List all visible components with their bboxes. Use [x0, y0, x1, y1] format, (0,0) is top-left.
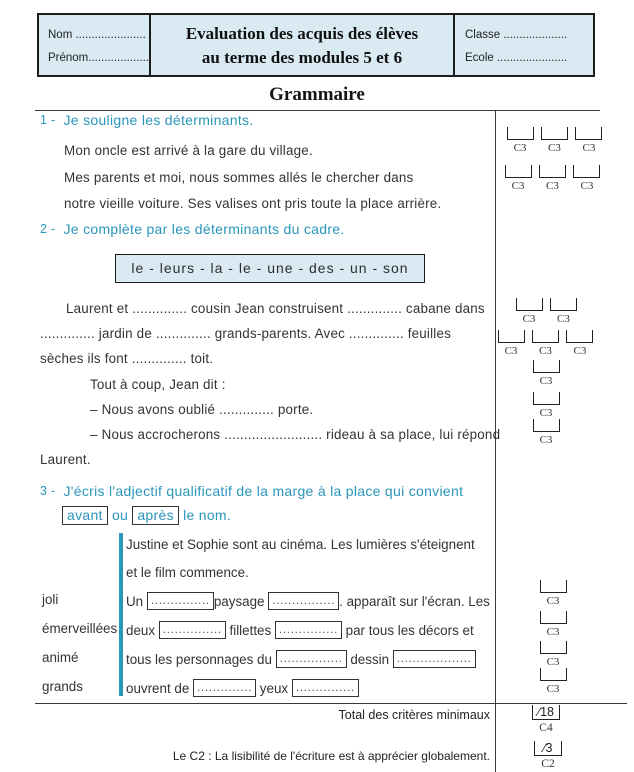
- score-label: C3: [580, 180, 594, 192]
- exercise1-score-row1: [505, 127, 604, 154]
- line3-tail: . apparaît sur l'écran. Les: [339, 594, 490, 609]
- exercise2-heading: [40, 221, 345, 237]
- exercise2-score-row2: [496, 330, 595, 357]
- word-bank-box: le - leurs - la - le - une - des - un - son: [115, 254, 425, 283]
- score-unit: [498, 330, 525, 357]
- exercise1-heading: [40, 112, 254, 128]
- line6-mid: yeux: [256, 681, 292, 696]
- header-title: [151, 15, 453, 75]
- score-label: C3: [546, 656, 560, 668]
- score-label: C3: [539, 375, 553, 387]
- nom-field: Nom ......................: [48, 29, 146, 41]
- score-label: C3: [557, 313, 570, 325]
- score-unit: [540, 611, 567, 638]
- score-unit: [541, 127, 568, 154]
- exercise2-score-row1: [514, 298, 578, 325]
- exercise3-score-1: [538, 580, 568, 607]
- avant-word-box: avant: [62, 506, 108, 525]
- total-score-unit: [528, 703, 564, 734]
- score-label: C3: [546, 180, 559, 192]
- score-unit: [532, 330, 559, 357]
- line5-mid: dessin: [346, 652, 393, 667]
- score-box: [540, 641, 567, 654]
- score-unit: [516, 298, 543, 325]
- score-label: C3: [548, 142, 561, 154]
- blank-field: ...............: [159, 621, 226, 639]
- score-unit: [539, 165, 566, 192]
- header-name-section: [39, 15, 151, 75]
- score-box: [539, 165, 566, 178]
- c2-score-box: ∕3: [534, 741, 562, 756]
- exercise2-line1: Laurent et .............. cousin Jean construisent .............. cabane dans: [66, 301, 485, 316]
- blank-field: ................: [268, 592, 339, 610]
- score-label: C3: [546, 626, 560, 638]
- exercise2-score-single3: [531, 419, 561, 446]
- top-rule: [35, 110, 600, 111]
- score-box: [540, 580, 567, 593]
- classe-field: Classe ....................: [465, 29, 568, 41]
- margin-word-emerveillees: émerveillées: [42, 621, 118, 636]
- score-unit: [573, 165, 600, 192]
- line5-pre: tous les personnages du: [126, 652, 276, 667]
- line3-pre: Un: [126, 594, 147, 609]
- score-box: [540, 668, 567, 681]
- header-title-line1: Evaluation des acquis des élèves: [185, 24, 419, 43]
- passage-accent-bar: [119, 533, 123, 696]
- blank-field: ...............: [147, 592, 214, 610]
- score-unit: [540, 668, 567, 695]
- exercise1-text: [64, 138, 441, 218]
- score-box: [505, 165, 532, 178]
- score-box: [532, 330, 559, 343]
- score-box: [516, 298, 543, 311]
- ecole-field: Ecole ......................: [465, 52, 568, 64]
- apres-word-box: après: [132, 506, 179, 525]
- score-box: [540, 611, 567, 624]
- header-class-section: [453, 15, 593, 75]
- score-unit: [533, 360, 560, 387]
- total-score-box: ∕18: [532, 705, 560, 720]
- exercise2-line6: – Nous accrocherons ......................... rideau à sa place, lui répond: [90, 427, 501, 443]
- exercise2-line7: Laurent.: [40, 452, 91, 468]
- section-title: Grammaire: [269, 84, 365, 105]
- blank-field: ................: [276, 650, 347, 668]
- c2-score-unit: [530, 739, 566, 770]
- score-box: [573, 165, 600, 178]
- header-box: [37, 13, 595, 77]
- score-unit: [507, 127, 534, 154]
- passage-line2: et le film commence.: [126, 565, 249, 580]
- exercise2-line4: Tout à coup, Jean dit :: [90, 376, 226, 392]
- score-unit: [550, 298, 577, 325]
- score-box: [566, 330, 593, 343]
- score-label: C3: [539, 407, 553, 419]
- exercise3-instruction: J'écris l'adjectif qualificatif de la marge à la place qui convient: [63, 483, 464, 499]
- score-unit: [566, 330, 593, 357]
- score-label: C3: [546, 595, 560, 607]
- le-nom-text: le nom.: [183, 507, 232, 523]
- passage-line1: Justine et Sophie sont au cinéma. Les lumières s'éteignent: [126, 537, 475, 552]
- total-criterion-label: C4: [539, 722, 553, 734]
- exercise2-score-single2: [531, 392, 561, 419]
- exercise1-instruction: Je souligne les déterminants.: [63, 112, 254, 128]
- exercise2-text: [40, 296, 500, 472]
- score-unit: [533, 419, 560, 446]
- margin-word-grands: grands: [42, 679, 83, 694]
- exercise3-score-3: [538, 641, 568, 668]
- exercise2-instruction: Je complète par les déterminants du cadre.: [63, 221, 345, 237]
- passage-line6: [126, 679, 495, 697]
- score-unit: [540, 580, 567, 607]
- exercise1-line2: Mes parents et moi, nous sommes allés le chercher dans: [64, 169, 414, 185]
- score-box: [533, 419, 560, 432]
- score-label: C3: [582, 142, 596, 154]
- score-label: C3: [511, 180, 525, 192]
- c2-note: Le C2 : La lisibilité de l'écriture est à apprécier globalement.: [172, 749, 490, 763]
- passage-line5: [126, 650, 495, 668]
- blank-field: ...............: [275, 621, 342, 639]
- score-box: [575, 127, 602, 140]
- exercise2-line3: sèches ils font .............. toit.: [40, 351, 214, 367]
- passage-line3: [126, 592, 495, 610]
- score-box: [507, 127, 534, 140]
- line3-mid: paysage: [213, 594, 269, 609]
- line4-pre: deux: [126, 623, 159, 638]
- exercise3-number: 3 -: [40, 484, 56, 498]
- score-label: C3: [546, 683, 560, 695]
- score-unit: [533, 392, 560, 419]
- exercise1-number: 1 -: [40, 113, 56, 127]
- margin-word-anime: animé: [42, 650, 79, 665]
- exercise3-score-4: [538, 668, 568, 695]
- score-label: C3: [539, 434, 553, 446]
- score-label: C3: [513, 142, 527, 154]
- blank-field: ..............: [193, 679, 256, 697]
- exercise2-line2: .............. jardin de .............. grands-parents. Avec .............. feuilles: [40, 326, 451, 342]
- exercise3-heading: [40, 483, 463, 499]
- exercise3-heading-line2: [62, 506, 231, 525]
- line4-mid: fillettes: [225, 623, 275, 638]
- passage-line4: [126, 621, 495, 639]
- margin-word-joli: joli: [42, 592, 59, 607]
- line6-pre: ouvrent de: [126, 681, 193, 696]
- score-label: C3: [522, 313, 536, 325]
- exercise1-line3: notre vieille voiture. Ses valises ont pris toute la place arrière.: [64, 196, 442, 211]
- header-title-line2: au terme des modules 5 et 6: [201, 48, 403, 67]
- prenom-field: Prénom...................: [48, 52, 149, 64]
- score-label: C3: [573, 345, 587, 357]
- score-unit: [505, 165, 532, 192]
- blank-field: ...................: [393, 650, 476, 668]
- total-criteria-label: Total des critères minimaux: [338, 708, 490, 722]
- score-box: [533, 392, 560, 405]
- exercise2-line5: – Nous avons oublié .............. porte.: [90, 401, 314, 417]
- score-label: C3: [539, 345, 552, 357]
- ou-word: ou: [111, 507, 129, 523]
- score-label: C3: [504, 345, 518, 357]
- score-box: [498, 330, 525, 343]
- blank-field: ...............: [292, 679, 359, 697]
- exercise1-score-row2: [503, 165, 602, 192]
- c2-criterion-label: C2: [541, 758, 555, 770]
- exercise2-number: 2 -: [40, 222, 56, 236]
- exercise1-line1: Mon oncle est arrivé à la gare du village.: [64, 143, 313, 158]
- exercise2-score-single1: [531, 360, 561, 387]
- line4-tail: par tous les décors et: [341, 623, 474, 638]
- score-box: [550, 298, 577, 311]
- score-box: [541, 127, 568, 140]
- score-unit: [575, 127, 602, 154]
- score-box: [533, 360, 560, 373]
- exercise3-score-2: [538, 611, 568, 638]
- score-unit: [540, 641, 567, 668]
